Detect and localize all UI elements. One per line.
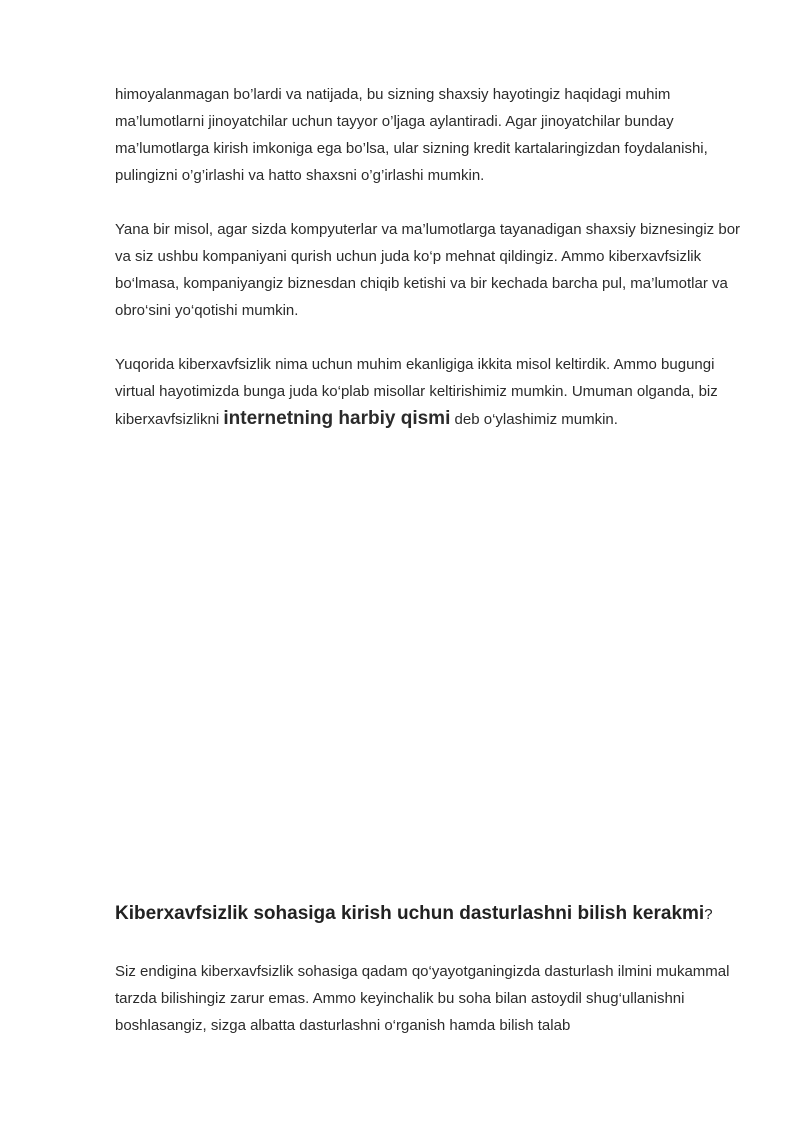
paragraph-summary: [115, 351, 745, 433]
summary-text-before: Yuqorida kiberxavfsizlik nima uchun muhim ekanligiga ikkita misol keltirdik. Ammo bugungi virtual hayotimizda bunga juda ko‘plab misollar keltirishimiz mumkin. Umuman olganda, biz kiberxavfsizlikni: [115, 356, 718, 428]
paragraph-programming-requirement: Siz endigina kiberxavfsizlik sohasiga qadam qo‘yayotganingizda dasturlash ilmini mukammal tarzda bilishingiz zarur emas. Ammo keyinchalik bu soha bilan astoydil shug‘ullanishni boshlasangiz, sizga albatta dasturlashni o‘rganish hamda bilish talab: [115, 963, 730, 1034]
paragraph-business-example: Yana bir misol, agar sizda kompyuterlar va ma’lumotlarga tayanadigan shaxsiy biznesingiz bor va siz ushbu kompaniyani qurish uchun juda ko‘p mehnat qildingiz. Ammo kiberxavfsizlik bo‘lmasa, kompaniyangiz biznesdan chiqib ketishi va bir kechada barcha pul, ma’lumotlar va obro‘sini yo‘qotishi mumkin.: [115, 221, 741, 319]
emphasized-phrase: internetning harbiy qismi: [223, 408, 451, 429]
paragraph-personal-data-risk: himoyalanmagan bo’lardi va natijada, bu sizning shaxsiy hayotingiz haqidagi muhim ma’lumotlarni jinoyatchilar uchun tayyor o’ljaga aylantiradi. Agar jinoyatchilar bunday ma’lumotlarga kirish imkoniga ega bo’lsa, ular sizning kredit kartalaringizdan foydalanishi, pulingizni o’g’irlashi va hatto shaxsni o’g’irlashi mumkin.: [115, 86, 708, 184]
section-heading: [115, 900, 745, 928]
section-heading-question-mark: ?: [704, 906, 713, 923]
summary-text-after: deb o‘ylashimiz mumkin.: [450, 411, 618, 428]
section-heading-text: Kiberxavfsizlik sohasiga kirish uchun dasturlashni bilish kerakmi: [115, 903, 705, 924]
